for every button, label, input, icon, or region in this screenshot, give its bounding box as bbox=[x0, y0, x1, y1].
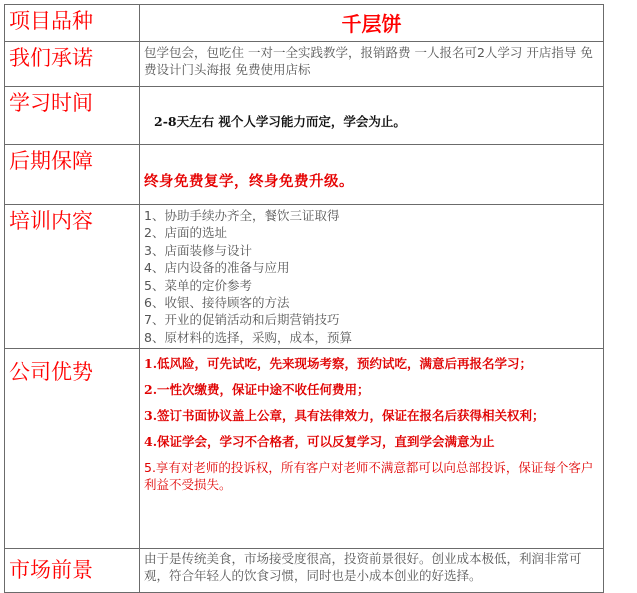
training-item: 5、菜单的定价参考 bbox=[144, 277, 252, 293]
guarantee-text: 终身免费复学，终身免费升级。 bbox=[144, 173, 354, 190]
training-item: 3、店面装修与设计 bbox=[144, 242, 252, 258]
label-variety: 项目品种 bbox=[5, 5, 140, 42]
promise-text: 包学包会，包吃住 一对一全实践教学，报销路费 一人报名可2人学习 开店指导 免费设计门头海报 免费使用店标 bbox=[144, 45, 593, 77]
row-promise bbox=[5, 42, 604, 87]
market-text: 由于是传统美食，市场接受度很高，投资前景很好。创业成本极低，利润非常可观，符合年轻人的饮食习惯，同时也是小成本创业的好选择。 bbox=[144, 551, 582, 584]
row-training bbox=[5, 205, 604, 349]
row-advantages bbox=[5, 349, 604, 549]
training-item: 2、店面的选址 bbox=[144, 225, 227, 241]
duration-text: 2-8天左右 视个人学习能力而定，学会为止。 bbox=[154, 114, 406, 129]
row-variety bbox=[5, 5, 604, 42]
label-guarantee: 后期保障 bbox=[5, 145, 140, 205]
row-market bbox=[5, 549, 604, 593]
row-guarantee bbox=[5, 145, 604, 205]
course-info-table bbox=[4, 4, 604, 593]
label-training: 培训内容 bbox=[5, 205, 140, 349]
advantage-item: 2.一性次缴费，保证中途不收任何费用； bbox=[144, 382, 370, 398]
label-promise: 我们承诺 bbox=[5, 42, 140, 87]
advantage-item: 3.签订书面协议盖上公章，具有法律效力，保证在报名后获得相关权利； bbox=[144, 408, 545, 424]
advantage-item: 4.保证学会，学习不合格者，可以反复学习，直到学会满意为止 bbox=[144, 434, 495, 450]
training-list bbox=[144, 206, 599, 346]
training-item: 7、开业的促销活动和后期营销技巧 bbox=[144, 312, 340, 328]
product-title: 千层饼 bbox=[341, 12, 402, 36]
training-item: 8、原材料的选择，采购，成本，预算 bbox=[144, 329, 352, 345]
label-duration: 学习时间 bbox=[5, 87, 140, 145]
training-item: 1、协助手续办齐全，餐饮三证取得 bbox=[144, 208, 340, 223]
advantage-item: 1.低风险，可先试吃，先来现场考察，预约试吃，满意后再报名学习； bbox=[144, 356, 533, 372]
training-item: 4、店内设备的准备与应用 bbox=[144, 260, 290, 276]
advantage-item: 5.享有对老师的投诉权，所有客户对老师不满意都可以向总部投诉，保证每个客户利益不受损失。 bbox=[144, 460, 594, 493]
row-duration bbox=[5, 87, 604, 145]
training-item: 6、收银、接待顾客的方法 bbox=[144, 295, 290, 311]
advantages-list bbox=[144, 350, 599, 497]
label-market: 市场前景 bbox=[5, 549, 140, 593]
label-advantages: 公司优势 bbox=[5, 349, 140, 549]
